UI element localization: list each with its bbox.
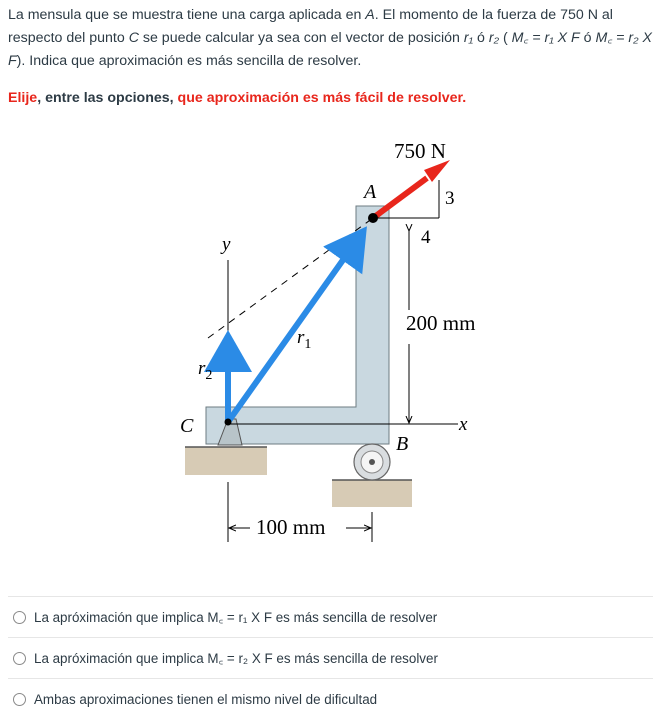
roller-b-hub <box>369 459 375 465</box>
force-arrow-head <box>424 160 450 182</box>
question-part: ó <box>579 30 596 46</box>
left-ground <box>185 447 267 475</box>
prompt-middle: , entre las opciones, <box>37 90 178 106</box>
option-r1[interactable] <box>8 596 653 637</box>
question-part: . El momento de la fuerza de 750 N al respecto del punto <box>8 7 613 46</box>
option-r2[interactable] <box>8 637 653 678</box>
prompt-keyword: Elije <box>8 90 38 106</box>
right-ground <box>332 480 412 507</box>
r1-label: $r_1$ <box>297 327 312 352</box>
question-r1: r₁ <box>463 30 474 46</box>
force-label: 750 N <box>394 139 446 163</box>
question-r2: r₂ <box>488 30 499 46</box>
force-arrow <box>373 178 427 218</box>
question-part: ). Indica que aproximación es más sencilla de resolver. <box>16 53 362 69</box>
question-part: ( <box>499 30 512 46</box>
x-axis-label: x <box>459 414 468 435</box>
option-equal[interactable] <box>8 678 653 719</box>
option-label: Ambas aproximaciones tienen el mismo nivel de dificultad <box>34 691 378 707</box>
r2-label: $r_2$ <box>198 358 213 383</box>
height-dimension-label: 200 mm <box>406 311 476 335</box>
slope-horizontal-label: 4 <box>421 227 431 248</box>
question-part: ó <box>473 30 489 46</box>
point-c-dot <box>225 419 232 426</box>
bracket-diagram <box>160 132 500 552</box>
answer-options <box>0 596 660 719</box>
option-label: La apróximación que implica M꜀ = r₁ X F es más sencilla de resolver <box>34 610 438 625</box>
y-axis-label: y <box>222 234 231 255</box>
question-point-a: A <box>365 7 375 23</box>
width-dimension-label: 100 mm <box>256 515 326 539</box>
option-label: La apróximación que implica M꜀ = r₂ X F es más sencilla de resolver <box>34 651 438 666</box>
question-part: La mensula que se muestra tiene una carga aplicada en <box>8 7 366 23</box>
question-equation-1: M꜀ = r₁ X F <box>511 30 580 46</box>
radio-button[interactable] <box>13 693 26 706</box>
question-point-c: C <box>128 30 139 46</box>
radio-button[interactable] <box>13 611 26 624</box>
question-text <box>8 4 653 73</box>
point-a-dot <box>368 213 378 223</box>
point-a-label: A <box>364 181 377 203</box>
dashed-line <box>208 218 373 338</box>
slope-vertical-label: 3 <box>445 188 455 209</box>
question-equation-2: M꜀ = r₂ X F <box>8 30 652 69</box>
point-b-label: B <box>396 433 409 455</box>
r1-vector <box>228 236 360 422</box>
question-part: se puede calcular ya sea con el vector de posición <box>138 30 464 46</box>
point-c-label: C <box>180 415 194 437</box>
radio-button[interactable] <box>13 652 26 665</box>
prompt-question: que aproximación es más fácil de resolver. <box>177 90 467 106</box>
instruction-prompt <box>8 90 466 106</box>
